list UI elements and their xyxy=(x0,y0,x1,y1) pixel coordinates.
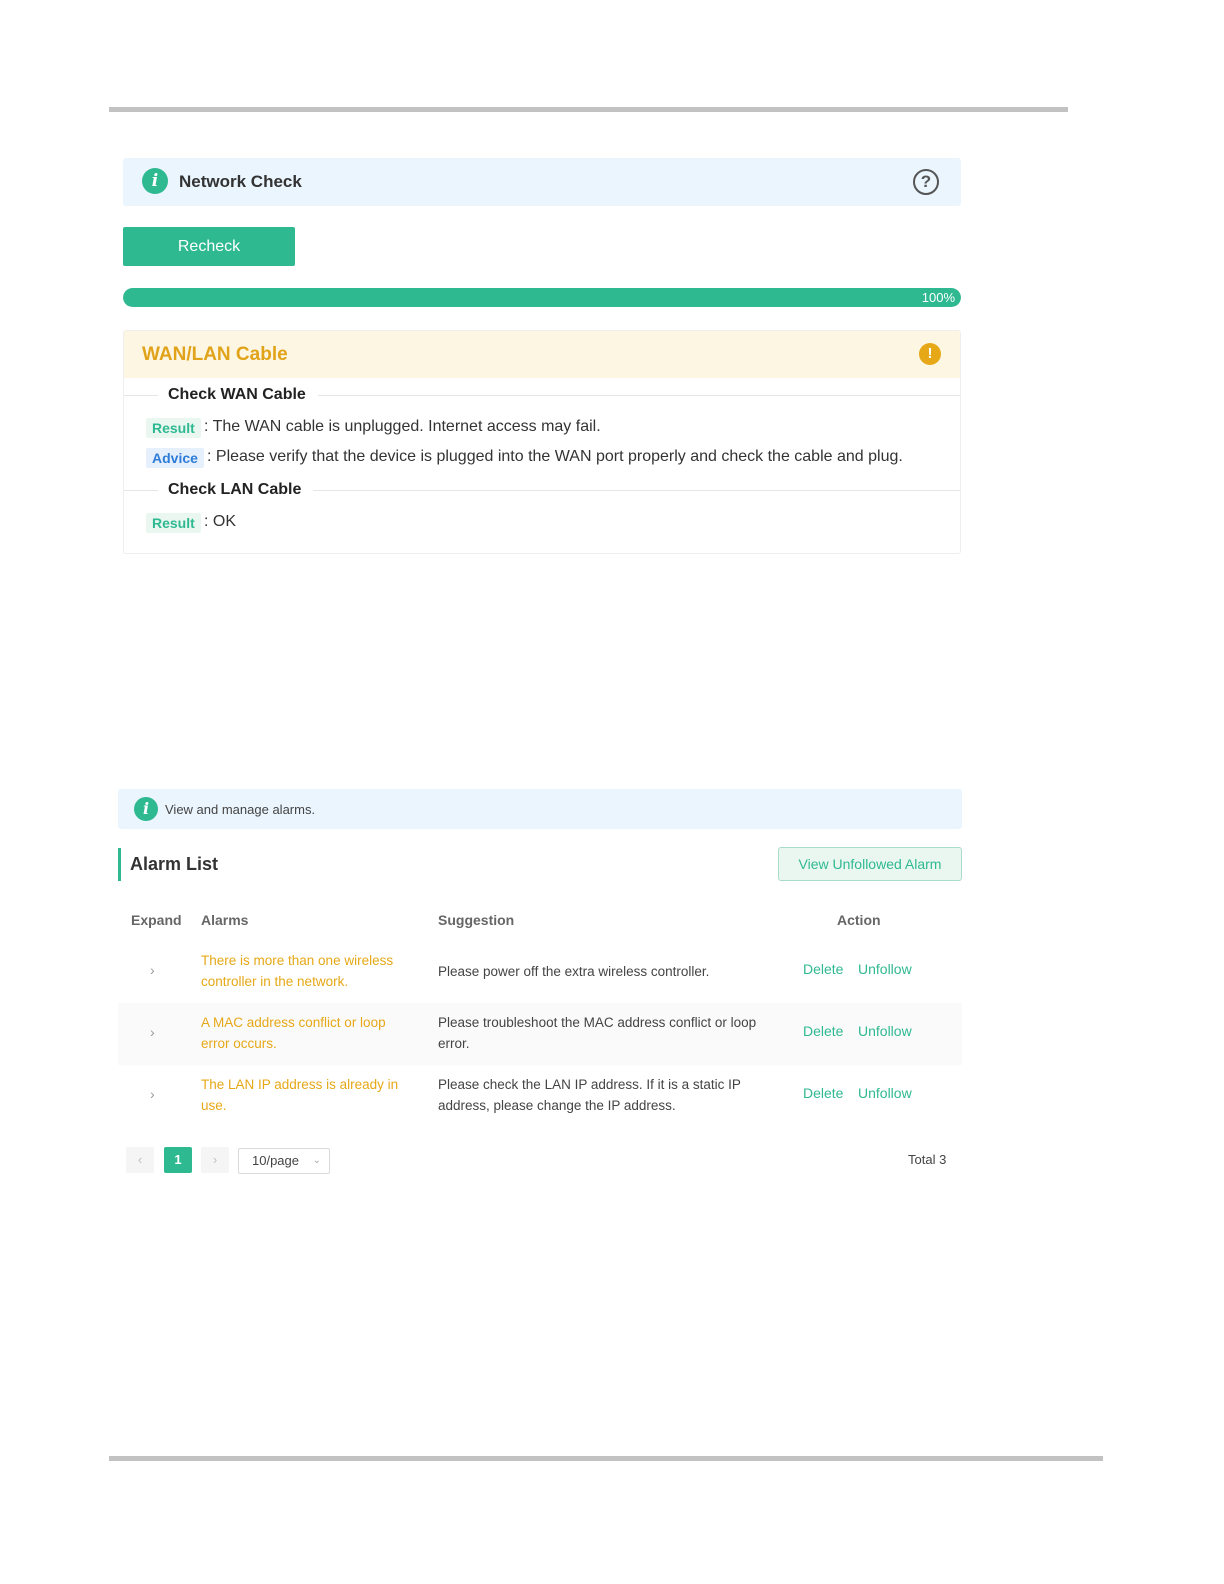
cable-panel-header xyxy=(124,331,960,378)
recheck-button[interactable]: Recheck xyxy=(123,227,295,266)
expand-chevron-icon[interactable]: › xyxy=(150,1086,155,1102)
alarm-list-title: Alarm List xyxy=(130,854,219,874)
alarm-tip-text: View and manage alarms. xyxy=(165,802,316,817)
delete-link[interactable]: Delete xyxy=(803,1085,844,1101)
lan-section-title: Check LAN Cable xyxy=(158,481,313,499)
expand-chevron-icon[interactable]: › xyxy=(150,1024,155,1040)
top-divider xyxy=(109,107,1068,112)
total-count: Total 3 xyxy=(908,1152,947,1167)
table-row xyxy=(118,1065,962,1127)
unfollow-link[interactable]: Unfollow xyxy=(858,961,912,977)
wan-section-title: Check WAN Cable xyxy=(158,386,318,404)
wan-advice-text: : Please verify that the device is plugged into the WAN port properly and check the cable and plug. xyxy=(207,448,903,465)
lan-result-text: : OK xyxy=(204,513,237,530)
alarm-description: The LAN IP address is already in use. xyxy=(201,1077,399,1113)
alarm-tip-banner xyxy=(118,789,962,829)
delete-link[interactable]: Delete xyxy=(803,1023,844,1039)
page-size-value: 10/page xyxy=(252,1153,299,1168)
alarm-suggestion: Please check the LAN IP address. If it is a static IP address, please change the IP address. xyxy=(438,1077,741,1113)
unfollow-link[interactable]: Unfollow xyxy=(858,1085,912,1101)
column-header-alarms: Alarms xyxy=(201,912,249,928)
alarm-suggestion: Please power off the extra wireless controller. xyxy=(438,964,710,979)
advice-tag: Advice xyxy=(146,448,204,468)
warning-icon: ! xyxy=(919,343,941,365)
chevron-down-icon: ⌄ xyxy=(312,1155,321,1166)
column-header-suggestion: Suggestion xyxy=(438,912,515,928)
column-header-expand: Expand xyxy=(131,912,182,928)
progress-text: 100% xyxy=(921,290,955,305)
current-page-button[interactable]: 1 xyxy=(164,1147,192,1173)
info-icon: i xyxy=(142,168,168,194)
expand-chevron-icon[interactable]: › xyxy=(150,962,155,978)
check-progress-bar xyxy=(123,288,961,307)
next-page-button[interactable]: › xyxy=(201,1147,229,1173)
column-header-action: Action xyxy=(837,912,881,928)
previous-page-button[interactable]: ‹ xyxy=(126,1147,154,1173)
wan-lan-cable-panel xyxy=(123,330,961,554)
table-row xyxy=(118,1003,962,1065)
page-size-select[interactable] xyxy=(238,1148,330,1174)
result-tag: Result xyxy=(146,418,201,438)
progress-fill xyxy=(123,288,961,307)
alarm-list-accent-bar xyxy=(118,848,121,881)
table-row xyxy=(118,941,962,1003)
cable-panel-title: WAN/LAN Cable xyxy=(142,344,288,365)
network-check-header xyxy=(123,158,961,206)
network-check-title: Network Check xyxy=(179,172,302,191)
bottom-divider xyxy=(109,1456,1103,1461)
result-tag: Result xyxy=(146,513,201,533)
unfollow-link[interactable]: Unfollow xyxy=(858,1023,912,1039)
alarm-suggestion: Please troubleshoot the MAC address conflict or loop error. xyxy=(438,1015,757,1051)
wan-result-text: : The WAN cable is unplugged. Internet access may fail. xyxy=(204,418,601,435)
alarm-description: There is more than one wireless controller in the network. xyxy=(201,953,394,989)
view-unfollowed-alarm-button[interactable]: View Unfollowed Alarm xyxy=(778,847,962,881)
delete-link[interactable]: Delete xyxy=(803,961,844,977)
help-icon[interactable]: ? xyxy=(913,169,939,195)
info-icon: i xyxy=(134,797,158,821)
alarm-description: A MAC address conflict or loop error occurs. xyxy=(201,1015,386,1051)
